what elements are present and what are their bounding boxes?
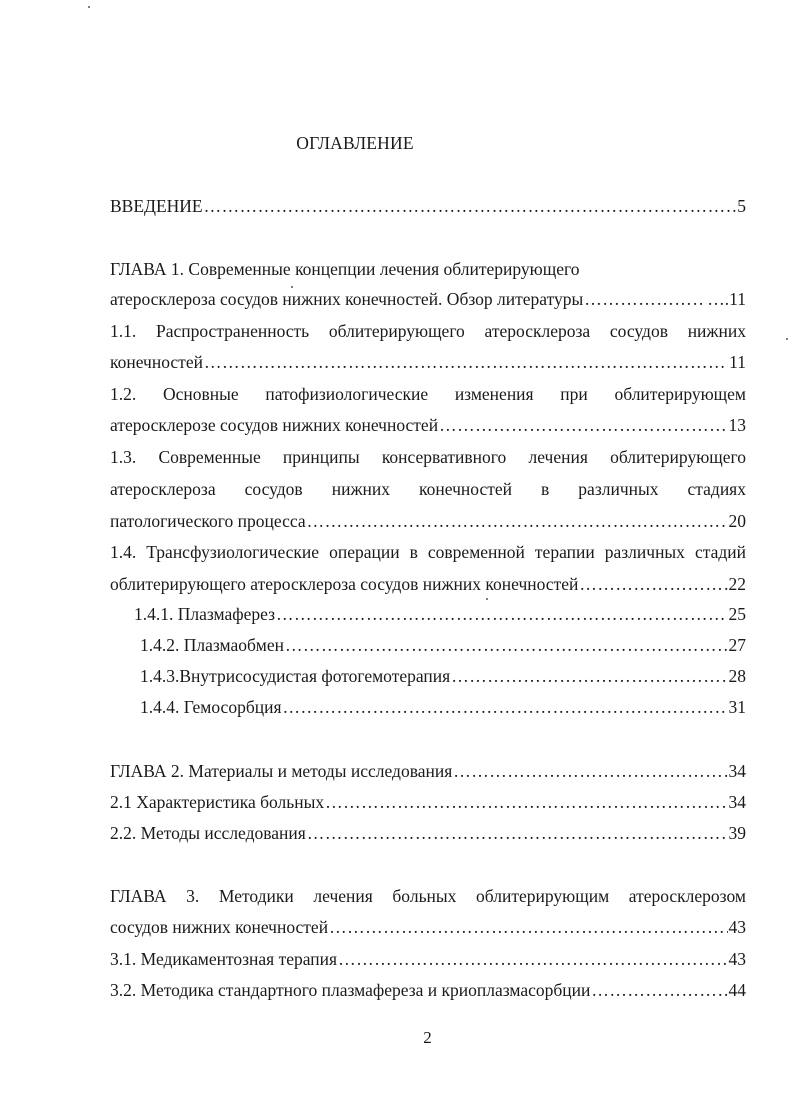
toc-page-number: 34 (728, 792, 746, 812)
toc-entry-1-4-3 (140, 663, 746, 689)
toc-page-number: 25 (728, 604, 746, 624)
toc-entry-1-1-cont (110, 349, 746, 375)
toc-entry-text: 1.4.1. Плазмаферез (134, 604, 276, 624)
toc-page-number: 43 (728, 917, 746, 937)
toc-entry-2-2 (110, 820, 746, 846)
toc-leader-dots (204, 193, 737, 219)
toc-page-number: ….11 (707, 289, 746, 309)
toc-entry-1-3-cont: атеросклероза сосудов нижних конечностей в различных стадиях (110, 479, 746, 499)
toc-entry-text: 2.2. Методы исследования (110, 823, 306, 843)
toc-leader-dots (584, 286, 706, 312)
toc-leader-dots (204, 349, 728, 375)
toc-entry-text: конечностей (110, 352, 203, 372)
toc-leader-dots (329, 914, 727, 940)
scan-speck (88, 6, 90, 8)
toc-leader-dots (307, 820, 728, 846)
toc-leader-dots (307, 508, 728, 534)
scan-speck (486, 598, 488, 600)
toc-leader-dots (285, 632, 728, 658)
toc-leader-dots (579, 571, 727, 597)
toc-leader-dots (276, 601, 727, 627)
toc-entry-text: ВВЕДЕНИЕ (110, 196, 203, 216)
toc-entry-1-4: 1.4. Трансфузиологические операции в современной терапии различных стадий (110, 542, 746, 562)
toc-entry-1-2: 1.2. Основные патофизиологические изменения при облитерирующем (110, 384, 746, 404)
toc-entry-3-1 (110, 946, 746, 972)
toc-entry-chapter-1-cont (110, 286, 746, 312)
toc-entry-introduction (110, 193, 746, 219)
page-title: ОГЛАВЛЕНИЕ (296, 133, 414, 153)
toc-leader-dots (283, 694, 728, 720)
toc-entry-1-1: 1.1. Распространенность облитерирующего атеросклероза сосудов нижних (110, 321, 746, 341)
page-number: 2 (423, 1028, 432, 1047)
toc-entry-chapter-1 (110, 256, 746, 282)
toc-leader-dots (453, 758, 727, 784)
toc-page-number: 13 (728, 415, 746, 435)
toc-entry-text: ГЛАВА 2. Материалы и методы исследования (110, 761, 453, 781)
toc-entry-text: атеросклероза сосудов нижних конечностей. Обзор литературы (110, 289, 584, 309)
toc-entry-1-3-end (110, 508, 746, 534)
toc-entry-text: атеросклерозе сосудов нижних конечностей (110, 415, 439, 435)
toc-entry-1-2-cont (110, 412, 746, 438)
toc-page-number: 27 (728, 635, 746, 655)
toc-leader-dots (338, 946, 727, 972)
toc-page-number: 34 (728, 761, 746, 781)
toc-entry-text: 1.4.2. Плазмаобмен (140, 635, 284, 655)
toc-page-number: 43 (728, 949, 746, 969)
toc-page-number: 20 (728, 511, 746, 531)
toc-page-number: 22 (728, 574, 746, 594)
toc-leader-dots (591, 977, 727, 1003)
toc-entry-text: 3.1. Медикаментозная терапия (110, 949, 338, 969)
scan-speck (786, 338, 788, 340)
toc-entry-1-4-4 (140, 694, 746, 720)
toc-page-number: 44 (728, 980, 746, 1000)
toc-entry-1-4-2 (140, 632, 746, 658)
toc-page-number: 31 (728, 697, 746, 717)
toc-entry-text: патологического процесса (110, 511, 306, 531)
toc-entry-1-4-1 (134, 601, 746, 627)
toc-entry-text: сосудов нижних конечностей (110, 917, 329, 937)
scan-speck (291, 286, 293, 288)
toc-entry-text: 1.4.3.Внутрисосудистая фотогемотерапия (140, 666, 451, 686)
toc-entry-1-4-cont (110, 571, 746, 597)
toc-entry-text: облитерирующего атеросклероза сосудов нижних конечностей (110, 574, 579, 594)
toc-leader-dots (451, 663, 727, 689)
toc-entry-chapter-3: ГЛАВА 3. Методики лечения больных облитерирующим атеросклерозом (110, 886, 746, 906)
toc-entry-text: 1.4.4. Гемосорбция (140, 697, 282, 717)
toc-entry-chapter-2 (110, 758, 746, 784)
toc-entry-text: 2.1 Характеристика больных (110, 792, 325, 812)
toc-page-number: 28 (728, 666, 746, 686)
toc-page-number: 39 (728, 823, 746, 843)
toc-entry-2-1 (110, 789, 746, 815)
toc-entry-text: ГЛАВА 1. Современные концепции лечения облитерирующего (110, 259, 580, 279)
toc-entry-text: 3.2. Методика стандартного плазмафереза и криоплазмасорбции (110, 980, 591, 1000)
toc-entry-chapter-3-cont (110, 914, 746, 940)
toc-leader-dots (439, 412, 727, 438)
toc-entry-3-2 (110, 977, 746, 1003)
toc-page-number: 11 (729, 352, 746, 372)
toc-leader-dots (325, 789, 727, 815)
toc-entry-1-3: 1.3. Современные принципы консервативного лечения облитерирующего (110, 447, 746, 467)
toc-page-number: 5 (737, 196, 746, 216)
